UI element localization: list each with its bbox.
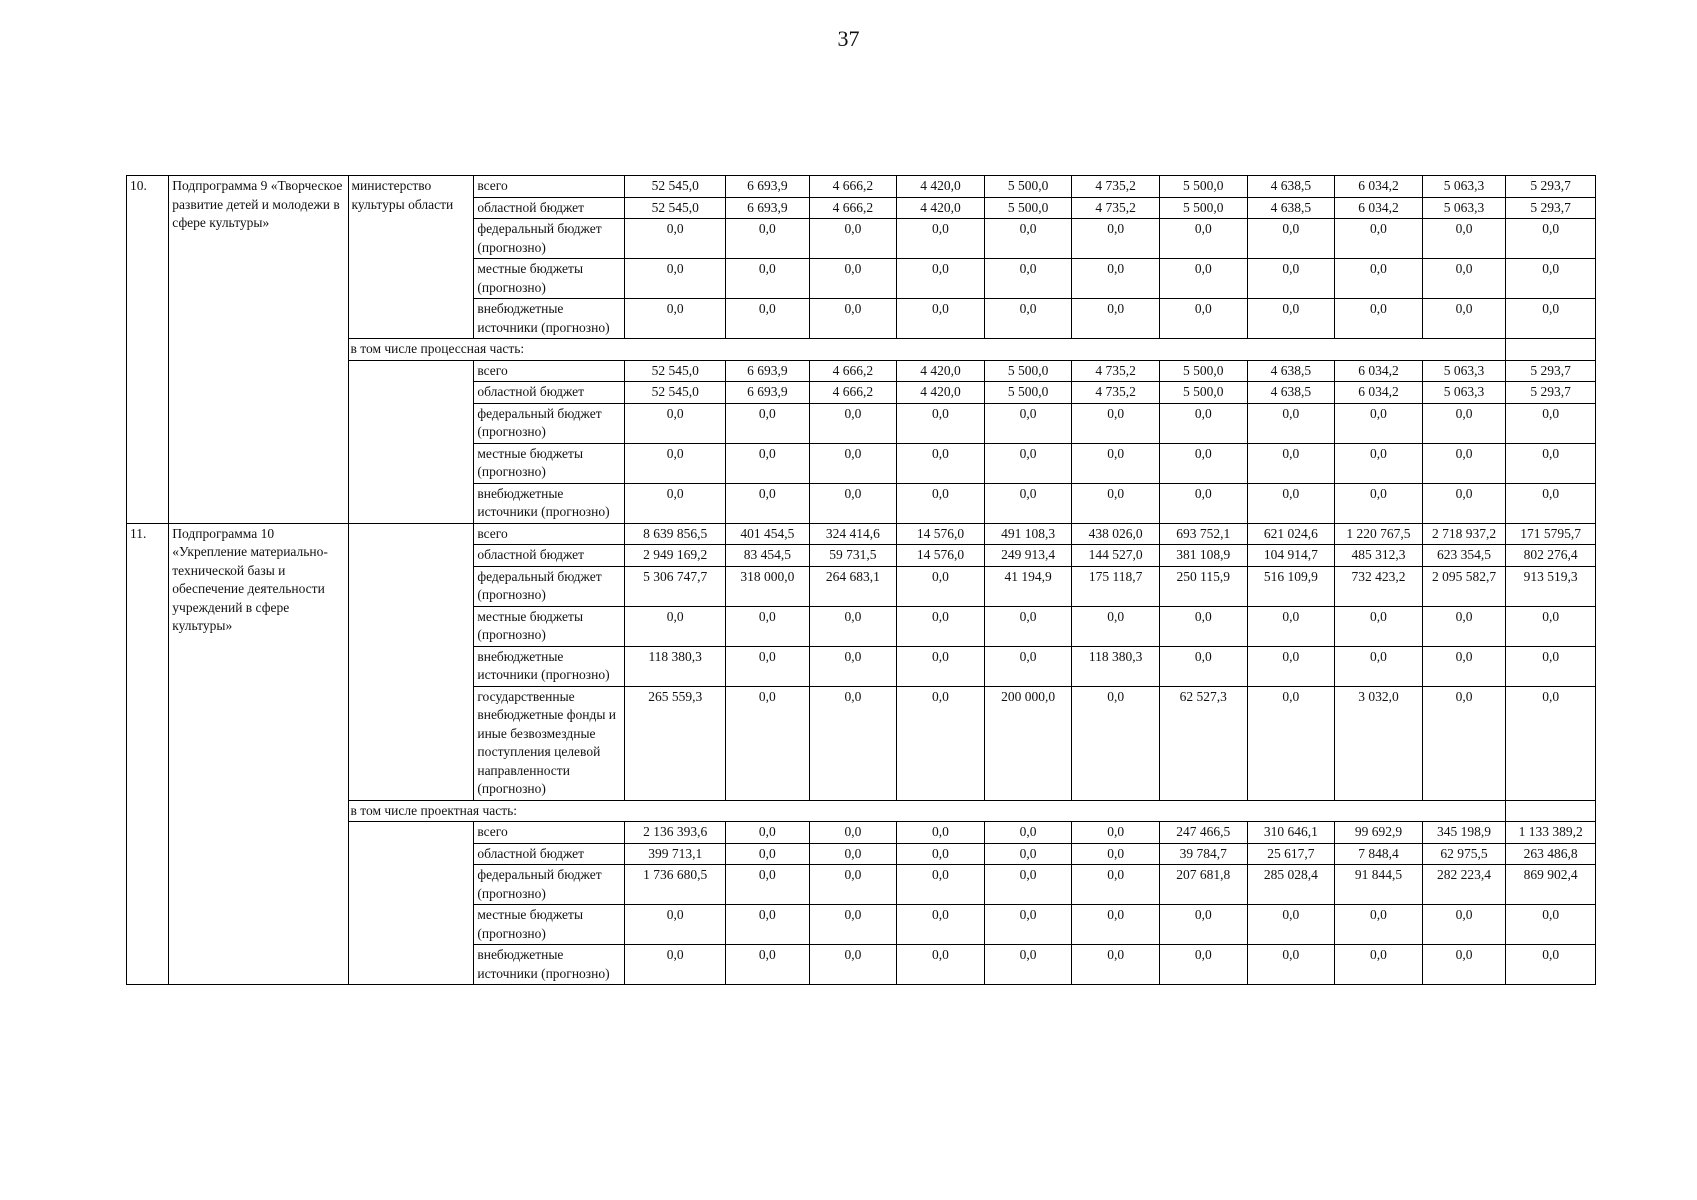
value-cell: 516 109,9: [1247, 566, 1335, 606]
value-cell: 0,0: [726, 606, 810, 646]
empty-cell: [348, 360, 474, 523]
value-cell: 0,0: [1072, 299, 1160, 339]
value-cell: 0,0: [1072, 219, 1160, 259]
value-cell: 0,0: [1072, 483, 1160, 523]
value-cell: 0,0: [1506, 945, 1596, 985]
table-row: [127, 176, 1596, 198]
value-cell: 0,0: [726, 259, 810, 299]
value-cell: 5 063,3: [1422, 197, 1506, 219]
value-cell: 0,0: [1072, 443, 1160, 483]
source-label: федеральный бюджет (прогнозно): [474, 403, 625, 443]
value-cell: 0,0: [625, 443, 726, 483]
value-cell: 171 5795,7: [1506, 523, 1596, 545]
value-cell: 0,0: [1335, 483, 1423, 523]
value-cell: 0,0: [1506, 686, 1596, 800]
source-label: федеральный бюджет (прогнозно): [474, 219, 625, 259]
value-cell: 4 420,0: [897, 360, 985, 382]
source-label: местные бюджеты (прогнозно): [474, 606, 625, 646]
value-cell: 2 718 937,2: [1422, 523, 1506, 545]
value-cell: 401 454,5: [726, 523, 810, 545]
value-cell: 0,0: [726, 945, 810, 985]
value-cell: 0,0: [1506, 219, 1596, 259]
value-cell: 0,0: [897, 646, 985, 686]
value-cell: 0,0: [625, 259, 726, 299]
value-cell: 0,0: [1159, 606, 1247, 646]
value-cell: 0,0: [1072, 865, 1160, 905]
value-cell: 249 913,4: [984, 545, 1072, 567]
value-cell: 0,0: [984, 843, 1072, 865]
value-cell: 0,0: [1072, 843, 1160, 865]
value-cell: 0,0: [1159, 905, 1247, 945]
value-cell: 0,0: [1335, 299, 1423, 339]
value-cell: 732 423,2: [1335, 566, 1423, 606]
value-cell: 5 306 747,7: [625, 566, 726, 606]
value-cell: 5 500,0: [984, 382, 1072, 404]
value-cell: 118 380,3: [1072, 646, 1160, 686]
source-label: местные бюджеты (прогнозно): [474, 905, 625, 945]
source-label: внебюджетные источники (прогнозно): [474, 299, 625, 339]
empty-cell: [1506, 339, 1596, 361]
value-cell: 438 026,0: [1072, 523, 1160, 545]
section-title: в том числе проектная часть:: [348, 800, 1506, 822]
value-cell: 0,0: [1506, 646, 1596, 686]
value-cell: 0,0: [726, 646, 810, 686]
value-cell: 2 949 169,2: [625, 545, 726, 567]
value-cell: 62 975,5: [1422, 843, 1506, 865]
value-cell: 0,0: [726, 403, 810, 443]
value-cell: 0,0: [984, 403, 1072, 443]
value-cell: 0,0: [726, 905, 810, 945]
value-cell: 264 683,1: [809, 566, 897, 606]
value-cell: 4 638,5: [1247, 176, 1335, 198]
value-cell: 0,0: [1247, 219, 1335, 259]
value-cell: 0,0: [1247, 403, 1335, 443]
source-label: государственные внебюджетные фонды и иные безвозмездные поступления целевой направленности (прогнозно): [474, 686, 625, 800]
value-cell: 6 034,2: [1335, 382, 1423, 404]
value-cell: 0,0: [984, 646, 1072, 686]
value-cell: 0,0: [1506, 299, 1596, 339]
value-cell: 0,0: [984, 606, 1072, 646]
value-cell: 118 380,3: [625, 646, 726, 686]
value-cell: 0,0: [1335, 646, 1423, 686]
value-cell: 6 034,2: [1335, 360, 1423, 382]
value-cell: 8 639 856,5: [625, 523, 726, 545]
value-cell: 4 735,2: [1072, 360, 1160, 382]
value-cell: 0,0: [1422, 403, 1506, 443]
value-cell: 4 420,0: [897, 197, 985, 219]
value-cell: 4 666,2: [809, 197, 897, 219]
value-cell: 0,0: [726, 219, 810, 259]
value-cell: 0,0: [1422, 443, 1506, 483]
value-cell: 0,0: [1335, 403, 1423, 443]
value-cell: 5 500,0: [1159, 382, 1247, 404]
value-cell: 0,0: [984, 865, 1072, 905]
value-cell: 485 312,3: [1335, 545, 1423, 567]
source-label: областной бюджет: [474, 545, 625, 567]
value-cell: 250 115,9: [1159, 566, 1247, 606]
value-cell: 4 666,2: [809, 176, 897, 198]
source-label: областной бюджет: [474, 382, 625, 404]
value-cell: 0,0: [1159, 443, 1247, 483]
value-cell: 4 666,2: [809, 382, 897, 404]
source-label: всего: [474, 360, 625, 382]
value-cell: 0,0: [1159, 483, 1247, 523]
value-cell: 0,0: [809, 905, 897, 945]
value-cell: 52 545,0: [625, 382, 726, 404]
executor: министерство культуры области: [348, 176, 474, 339]
value-cell: 0,0: [1335, 259, 1423, 299]
value-cell: 0,0: [625, 606, 726, 646]
value-cell: 0,0: [809, 403, 897, 443]
value-cell: 0,0: [625, 299, 726, 339]
value-cell: 0,0: [1247, 646, 1335, 686]
value-cell: 0,0: [897, 843, 985, 865]
value-cell: 0,0: [897, 822, 985, 844]
value-cell: 0,0: [1247, 443, 1335, 483]
value-cell: 0,0: [897, 945, 985, 985]
value-cell: 0,0: [1422, 606, 1506, 646]
value-cell: 282 223,4: [1422, 865, 1506, 905]
value-cell: 0,0: [897, 443, 985, 483]
value-cell: 0,0: [1335, 905, 1423, 945]
value-cell: 0,0: [1247, 606, 1335, 646]
value-cell: 0,0: [809, 483, 897, 523]
budget-table: [126, 175, 1596, 985]
value-cell: 0,0: [726, 843, 810, 865]
value-cell: 0,0: [897, 299, 985, 339]
value-cell: 0,0: [1072, 259, 1160, 299]
value-cell: 802 276,4: [1506, 545, 1596, 567]
value-cell: 0,0: [1072, 822, 1160, 844]
value-cell: 5 063,3: [1422, 382, 1506, 404]
empty-cell: [348, 822, 474, 985]
value-cell: 0,0: [1247, 905, 1335, 945]
value-cell: 0,0: [1506, 443, 1596, 483]
value-cell: 0,0: [1422, 483, 1506, 523]
value-cell: 0,0: [1422, 945, 1506, 985]
value-cell: 0,0: [1422, 299, 1506, 339]
subprogram-name: Подпрограмма 10 «Укрепление материально-технической базы и обеспечение деятельности учреждений в сфере культуры»: [169, 523, 348, 985]
value-cell: 0,0: [897, 905, 985, 945]
value-cell: 4 666,2: [809, 360, 897, 382]
value-cell: 0,0: [809, 299, 897, 339]
value-cell: 0,0: [809, 443, 897, 483]
value-cell: 869 902,4: [1506, 865, 1596, 905]
value-cell: 0,0: [1159, 945, 1247, 985]
value-cell: 263 486,8: [1506, 843, 1596, 865]
value-cell: 5 500,0: [984, 176, 1072, 198]
value-cell: 5 500,0: [1159, 360, 1247, 382]
value-cell: 0,0: [809, 259, 897, 299]
value-cell: 3 032,0: [1335, 686, 1423, 800]
value-cell: 0,0: [1506, 259, 1596, 299]
value-cell: 324 414,6: [809, 523, 897, 545]
value-cell: 4 735,2: [1072, 197, 1160, 219]
value-cell: 0,0: [1159, 646, 1247, 686]
value-cell: 0,0: [1506, 606, 1596, 646]
value-cell: 0,0: [1335, 945, 1423, 985]
value-cell: 0,0: [1072, 686, 1160, 800]
value-cell: 0,0: [984, 905, 1072, 945]
value-cell: 0,0: [809, 865, 897, 905]
value-cell: 4 420,0: [897, 176, 985, 198]
value-cell: 5 293,7: [1506, 360, 1596, 382]
page-number: 37: [837, 26, 860, 51]
source-label: всего: [474, 176, 625, 198]
subprogram-name: Подпрограмма 9 «Творческое развитие детей и молодежи в сфере культуры»: [169, 176, 348, 524]
value-cell: 52 545,0: [625, 176, 726, 198]
value-cell: 91 844,5: [1335, 865, 1423, 905]
value-cell: 0,0: [1506, 905, 1596, 945]
value-cell: 491 108,3: [984, 523, 1072, 545]
value-cell: 913 519,3: [1506, 566, 1596, 606]
value-cell: 0,0: [809, 822, 897, 844]
value-cell: 5 500,0: [984, 197, 1072, 219]
value-cell: 0,0: [984, 483, 1072, 523]
value-cell: 6 693,9: [726, 176, 810, 198]
value-cell: 0,0: [984, 299, 1072, 339]
value-cell: 25 617,7: [1247, 843, 1335, 865]
value-cell: 0,0: [625, 219, 726, 259]
value-cell: 623 354,5: [1422, 545, 1506, 567]
value-cell: 4 420,0: [897, 382, 985, 404]
value-cell: 0,0: [1072, 945, 1160, 985]
value-cell: 0,0: [1072, 905, 1160, 945]
source-label: федеральный бюджет (прогнозно): [474, 865, 625, 905]
value-cell: 0,0: [625, 483, 726, 523]
value-cell: 0,0: [809, 606, 897, 646]
row-number: 11.: [127, 523, 169, 985]
value-cell: 0,0: [1335, 219, 1423, 259]
value-cell: 0,0: [726, 686, 810, 800]
value-cell: 0,0: [1335, 606, 1423, 646]
value-cell: 99 692,9: [1335, 822, 1423, 844]
value-cell: 0,0: [1422, 219, 1506, 259]
value-cell: 0,0: [1506, 483, 1596, 523]
value-cell: 0,0: [1247, 299, 1335, 339]
value-cell: 0,0: [897, 259, 985, 299]
value-cell: 14 576,0: [897, 545, 985, 567]
value-cell: 14 576,0: [897, 523, 985, 545]
value-cell: 0,0: [1422, 646, 1506, 686]
value-cell: 4 638,5: [1247, 360, 1335, 382]
value-cell: 5 293,7: [1506, 382, 1596, 404]
value-cell: 0,0: [1335, 443, 1423, 483]
value-cell: 6 693,9: [726, 197, 810, 219]
value-cell: 0,0: [625, 403, 726, 443]
value-cell: 175 118,7: [1072, 566, 1160, 606]
value-cell: 0,0: [1506, 403, 1596, 443]
value-cell: 0,0: [625, 945, 726, 985]
value-cell: 6 034,2: [1335, 197, 1423, 219]
value-cell: 0,0: [897, 865, 985, 905]
value-cell: 200 000,0: [984, 686, 1072, 800]
value-cell: 0,0: [726, 865, 810, 905]
value-cell: 0,0: [809, 686, 897, 800]
source-label: федеральный бюджет (прогнозно): [474, 566, 625, 606]
source-label: местные бюджеты (прогнозно): [474, 259, 625, 299]
value-cell: 0,0: [1159, 259, 1247, 299]
value-cell: 0,0: [726, 822, 810, 844]
value-cell: 693 752,1: [1159, 523, 1247, 545]
value-cell: 310 646,1: [1247, 822, 1335, 844]
empty-cell: [1506, 800, 1596, 822]
value-cell: 0,0: [1247, 483, 1335, 523]
source-label: областной бюджет: [474, 197, 625, 219]
source-label: местные бюджеты (прогнозно): [474, 443, 625, 483]
value-cell: 0,0: [1247, 686, 1335, 800]
value-cell: 0,0: [726, 443, 810, 483]
value-cell: 0,0: [984, 822, 1072, 844]
value-cell: 0,0: [897, 219, 985, 259]
value-cell: 144 527,0: [1072, 545, 1160, 567]
source-label: внебюджетные источники (прогнозно): [474, 945, 625, 985]
value-cell: 1 220 767,5: [1335, 523, 1423, 545]
value-cell: 207 681,8: [1159, 865, 1247, 905]
value-cell: 285 028,4: [1247, 865, 1335, 905]
value-cell: 0,0: [726, 483, 810, 523]
value-cell: 0,0: [1072, 606, 1160, 646]
value-cell: 39 784,7: [1159, 843, 1247, 865]
value-cell: 0,0: [984, 219, 1072, 259]
value-cell: 6 693,9: [726, 382, 810, 404]
value-cell: 0,0: [1072, 403, 1160, 443]
value-cell: 0,0: [809, 646, 897, 686]
value-cell: 41 194,9: [984, 566, 1072, 606]
value-cell: 0,0: [1159, 403, 1247, 443]
value-cell: 0,0: [1247, 945, 1335, 985]
value-cell: 6 034,2: [1335, 176, 1423, 198]
value-cell: 0,0: [809, 945, 897, 985]
source-label: внебюджетные источники (прогнозно): [474, 646, 625, 686]
source-label: всего: [474, 822, 625, 844]
value-cell: 4 638,5: [1247, 197, 1335, 219]
value-cell: 0,0: [897, 686, 985, 800]
value-cell: 0,0: [1422, 259, 1506, 299]
value-cell: 0,0: [809, 843, 897, 865]
source-label: областной бюджет: [474, 843, 625, 865]
value-cell: 104 914,7: [1247, 545, 1335, 567]
value-cell: 318 000,0: [726, 566, 810, 606]
value-cell: 621 024,6: [1247, 523, 1335, 545]
value-cell: 1 133 389,2: [1506, 822, 1596, 844]
value-cell: 0,0: [1422, 905, 1506, 945]
value-cell: 7 848,4: [1335, 843, 1423, 865]
value-cell: 0,0: [897, 606, 985, 646]
value-cell: 1 736 680,5: [625, 865, 726, 905]
value-cell: 0,0: [897, 403, 985, 443]
value-cell: 5 500,0: [1159, 197, 1247, 219]
value-cell: 0,0: [984, 259, 1072, 299]
value-cell: 52 545,0: [625, 360, 726, 382]
value-cell: 0,0: [897, 483, 985, 523]
value-cell: 0,0: [1159, 219, 1247, 259]
executor: [348, 523, 474, 800]
value-cell: 4 735,2: [1072, 382, 1160, 404]
section-title: в том числе процессная часть:: [348, 339, 1506, 361]
value-cell: 399 713,1: [625, 843, 726, 865]
value-cell: 0,0: [1422, 686, 1506, 800]
value-cell: 83 454,5: [726, 545, 810, 567]
value-cell: 381 108,9: [1159, 545, 1247, 567]
source-label: всего: [474, 523, 625, 545]
value-cell: 59 731,5: [809, 545, 897, 567]
value-cell: 6 693,9: [726, 360, 810, 382]
value-cell: 4 735,2: [1072, 176, 1160, 198]
value-cell: 5 293,7: [1506, 176, 1596, 198]
table-row: [127, 523, 1596, 545]
value-cell: 247 466,5: [1159, 822, 1247, 844]
value-cell: 62 527,3: [1159, 686, 1247, 800]
value-cell: 5 063,3: [1422, 176, 1506, 198]
row-number: 10.: [127, 176, 169, 524]
value-cell: 0,0: [625, 905, 726, 945]
value-cell: 0,0: [984, 443, 1072, 483]
source-label: внебюджетные источники (прогнозно): [474, 483, 625, 523]
value-cell: 5 063,3: [1422, 360, 1506, 382]
value-cell: 5 500,0: [984, 360, 1072, 382]
value-cell: 5 293,7: [1506, 197, 1596, 219]
value-cell: 0,0: [1159, 299, 1247, 339]
value-cell: 0,0: [1247, 259, 1335, 299]
value-cell: 0,0: [897, 566, 985, 606]
value-cell: 52 545,0: [625, 197, 726, 219]
value-cell: 0,0: [809, 219, 897, 259]
value-cell: 2 136 393,6: [625, 822, 726, 844]
value-cell: 2 095 582,7: [1422, 566, 1506, 606]
value-cell: 0,0: [984, 945, 1072, 985]
value-cell: 345 198,9: [1422, 822, 1506, 844]
value-cell: 5 500,0: [1159, 176, 1247, 198]
value-cell: 4 638,5: [1247, 382, 1335, 404]
value-cell: 265 559,3: [625, 686, 726, 800]
value-cell: 0,0: [726, 299, 810, 339]
